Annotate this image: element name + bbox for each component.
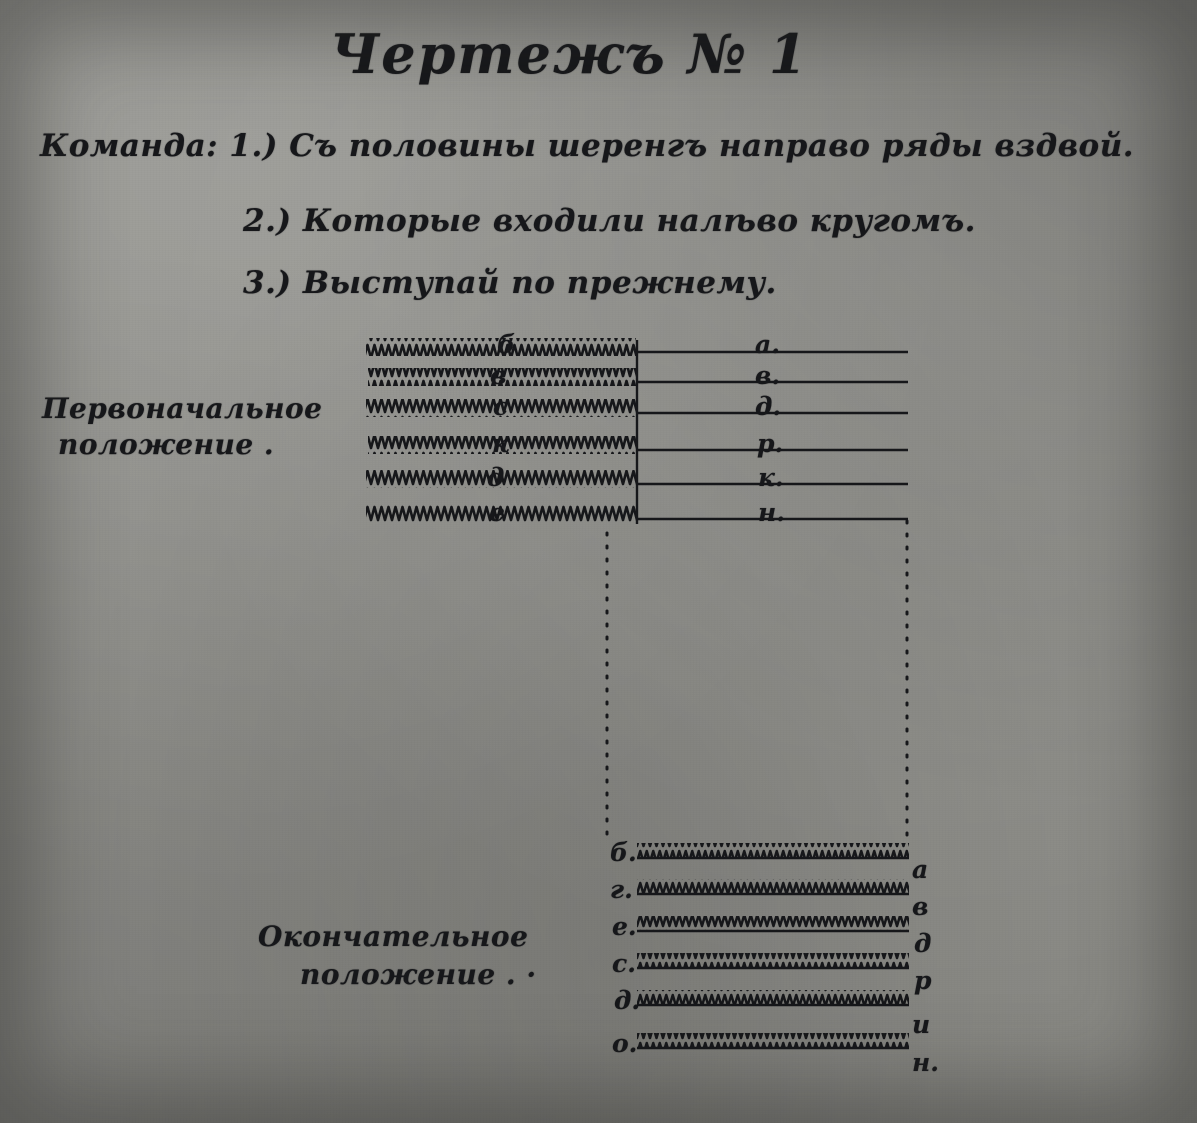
command-line-2: 2.) Которые входили налѣво кругомъ.	[243, 203, 976, 239]
initial-rank-mark-2: в	[490, 361, 507, 390]
initial-end-label-1: а.	[755, 330, 780, 359]
initial-end-label-6: н.	[758, 498, 785, 527]
final-end-label-4: р	[914, 966, 932, 995]
initial-end-label-5: к.	[758, 463, 784, 492]
initial-rank-mark-5: д	[487, 463, 505, 492]
final-rank-mark-2: г.	[610, 875, 633, 904]
final-row-1	[637, 843, 909, 859]
final-end-label-3: д	[914, 929, 932, 958]
final-position-caption-line2: положение . ·	[300, 958, 537, 991]
final-rank-mark-5: д.	[614, 986, 641, 1015]
final-row-3	[637, 916, 909, 932]
initial-position-caption-line2: положение .	[58, 428, 275, 461]
final-rank-mark-3: е.	[612, 912, 637, 941]
final-end-label-1: а	[912, 855, 929, 884]
final-position-caption-line1: Окончательное	[258, 920, 529, 953]
initial-rank-mark-3: с	[493, 392, 509, 421]
initial-end-label-4: р.	[757, 429, 784, 458]
final-end-label-6: н.	[912, 1048, 939, 1077]
initial-rank-mark-4: к	[492, 429, 509, 458]
final-end-label-2: в	[912, 892, 929, 921]
final-row-2	[637, 879, 909, 895]
final-formation-group	[637, 843, 909, 1049]
initial-end-label-2: в.	[755, 361, 781, 390]
final-row-5	[637, 990, 909, 1006]
initial-rank-mark-1: б	[497, 330, 516, 359]
command-line-3: 3.) Выступай по прежнему.	[243, 265, 777, 301]
final-end-label-5: и	[912, 1010, 931, 1039]
initial-formation-group	[366, 338, 908, 524]
movement-connector	[607, 521, 907, 845]
final-rank-mark-6: о.	[612, 1029, 638, 1058]
initial-rank-mark-6: е	[489, 498, 505, 527]
page-title: Чертежъ № 1	[330, 22, 809, 86]
initial-end-label-3: д.	[755, 392, 782, 421]
command-line-1: Команда: 1.) Съ половины шеренгъ направо ряды вздвой.	[40, 128, 1135, 164]
final-row-4	[637, 953, 909, 969]
final-rank-mark-1: б.	[610, 838, 637, 867]
initial-position-caption-line1: Первоначальное	[42, 392, 323, 425]
final-row-6	[637, 1033, 909, 1049]
final-rank-mark-4: с.	[612, 949, 636, 978]
